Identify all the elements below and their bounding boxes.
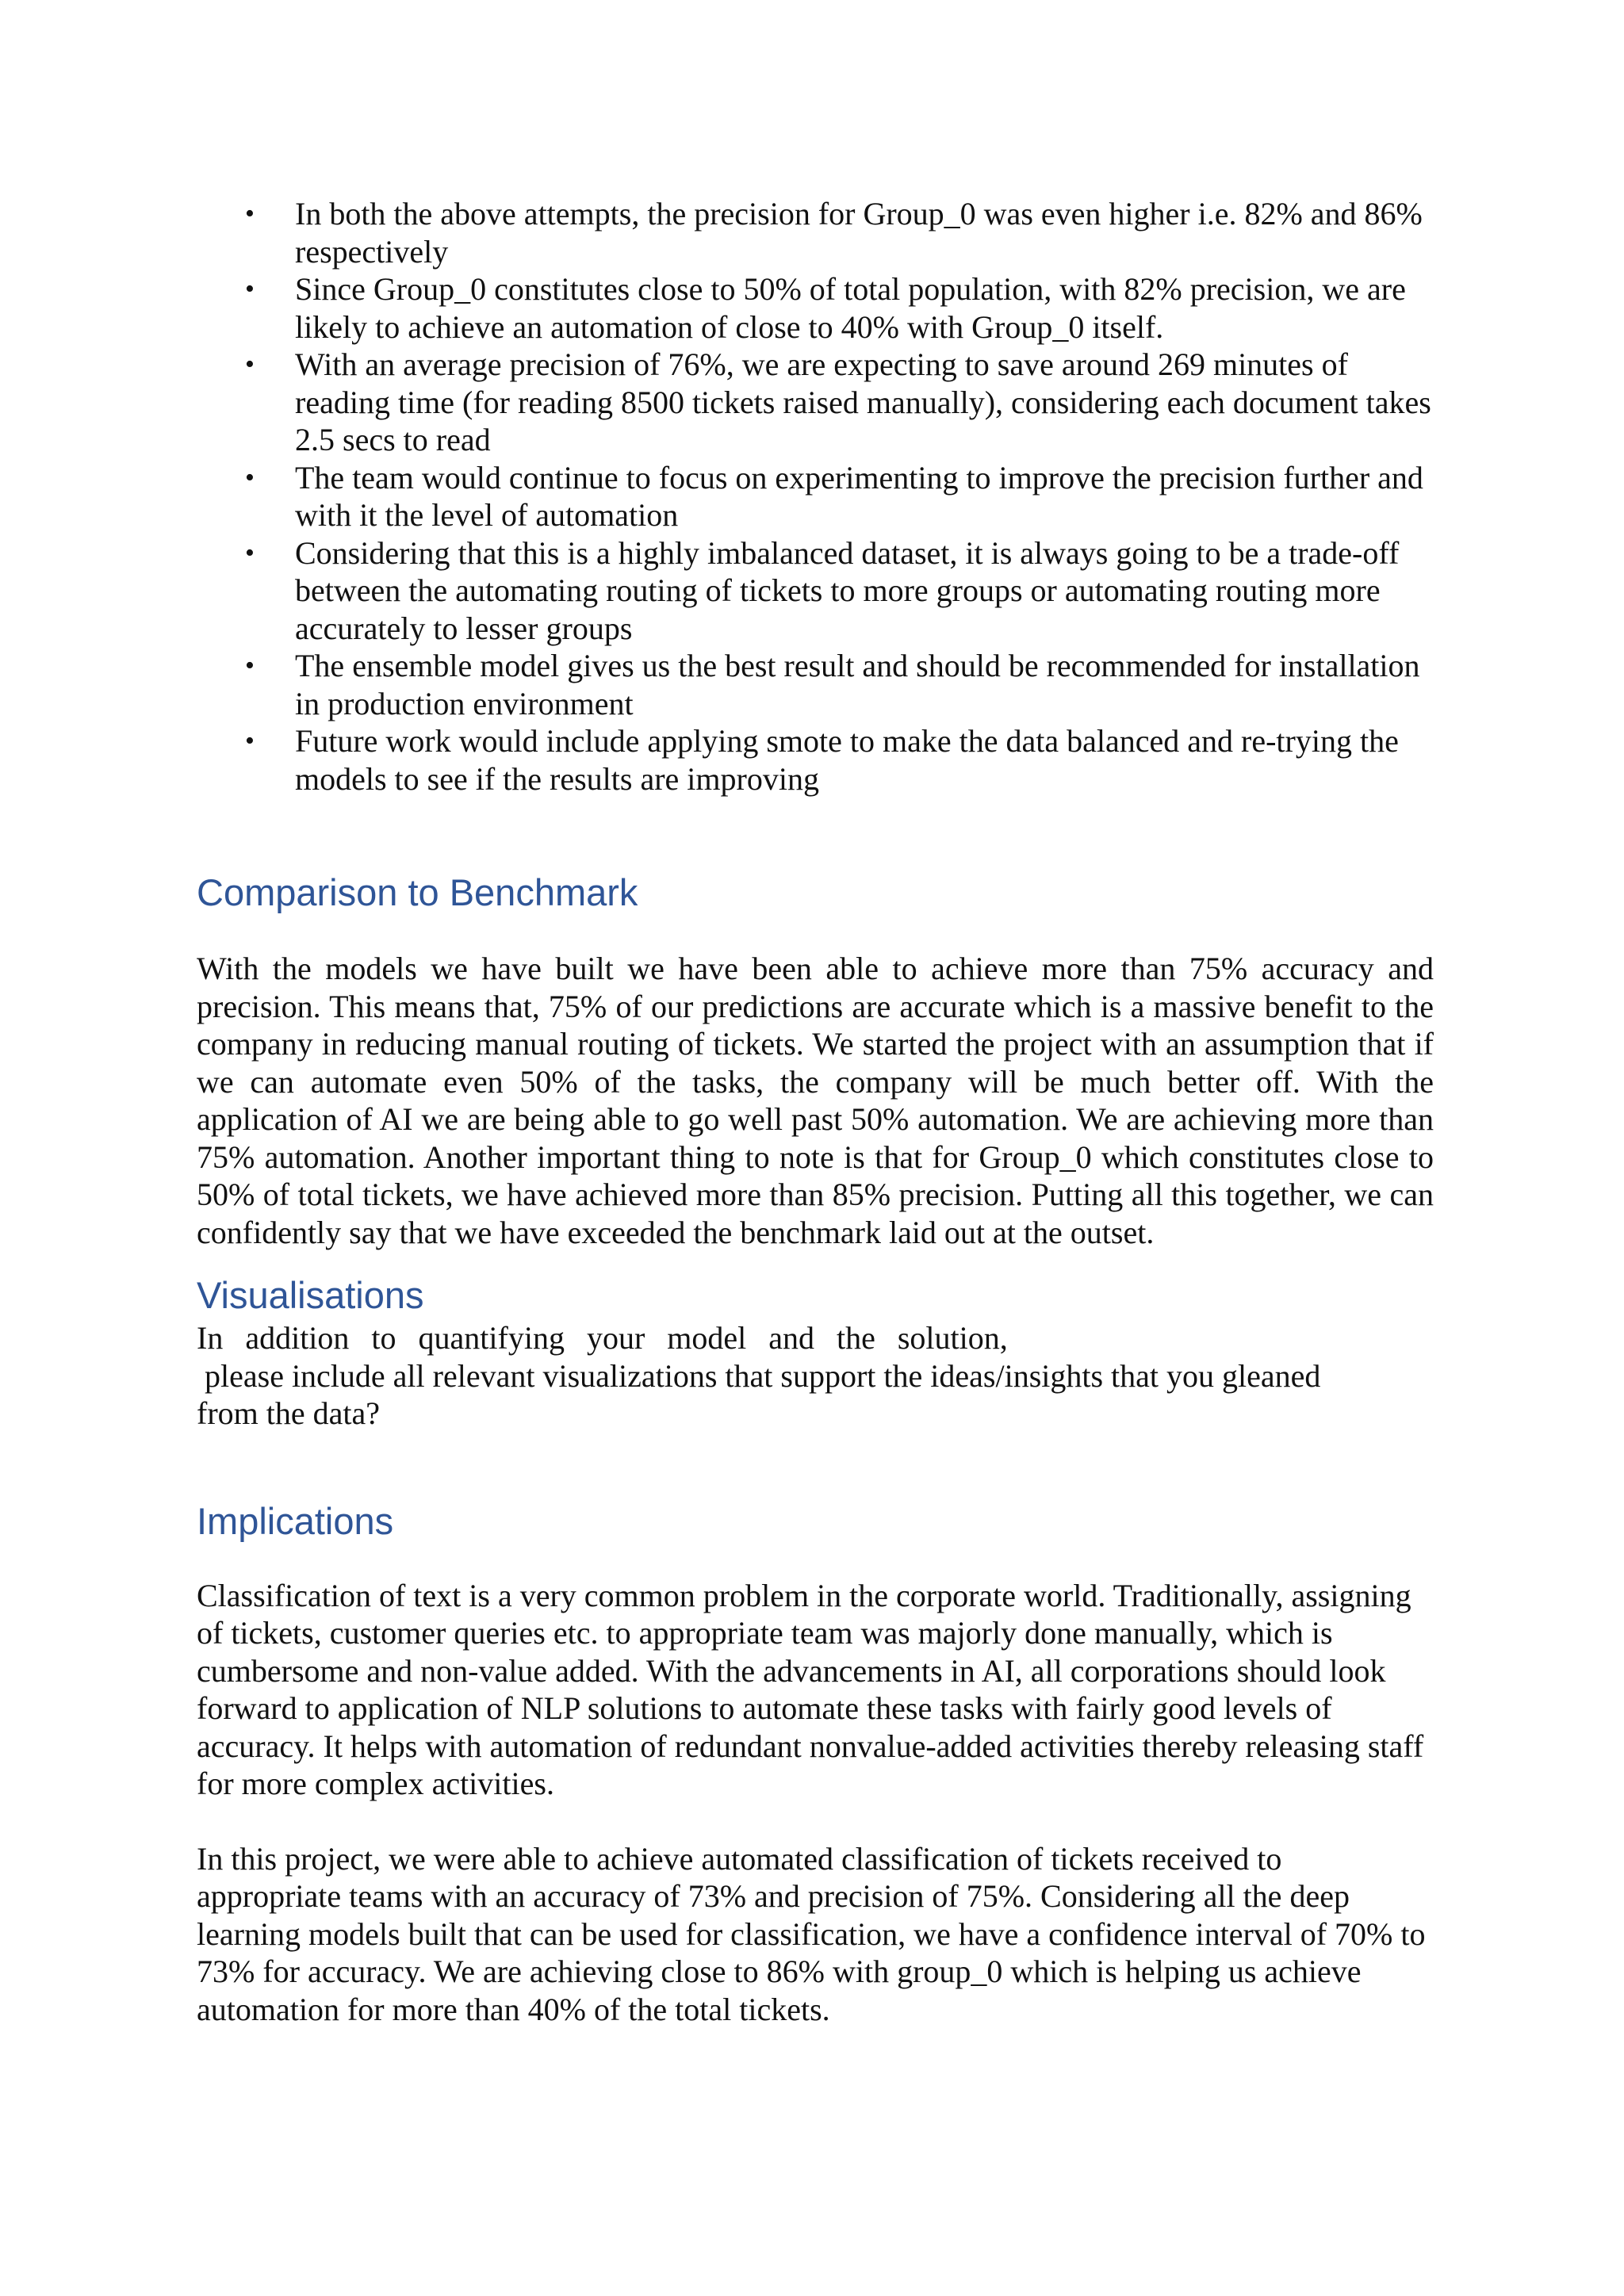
bullet-item (245, 270, 1434, 346)
bullet-dot: • (245, 199, 255, 228)
visualisations-line-1: In addition to quantifying your model and the solution, (197, 1320, 1008, 1356)
bullet-text: Future work would include applying smote to make the data balanced and re-trying the models to see if the results are improving (295, 723, 1399, 797)
implications-paragraph-2: In this project, we were able to achieve automated classification of tickets received to appropriate teams with an accuracy of 73% and precision of 75%. Considering all the deep learning models built that can be used for classification, we have a confidence interval of 70% to 73% for accuracy. We are achieving close to 86% with group_0 which is helping us achieve automation for more than 40% of the total tickets. (197, 1840, 1426, 2027)
implications-paragraph-1: Classification of text is a very common problem in the corporate world. Traditionally, assigning of tickets, customer queries etc. to appropriate team was majorly done manually, which is cumbersome and non-value added. With the advancements in AI, all corporations should look forward to application of NLP solutions to automate these tasks with fairly good levels of accuracy. It helps with automation of redundant nonvalue-added activities thereby releasing staff for more complex activities. (197, 1577, 1424, 1801)
bullet-dot: • (245, 462, 255, 492)
page-content (197, 195, 1434, 2028)
bullet-text: In both the above attempts, the precision for Group_0 was even higher i.e. 82% and 86% respectively (295, 196, 1423, 270)
visualisations-line-2 (197, 1357, 1434, 1395)
bullet-dot: • (245, 651, 255, 680)
bullet-dot: • (245, 350, 255, 379)
bullet-dot: • (245, 726, 255, 756)
implications-heading: Implications (197, 1499, 394, 1542)
bullet-text: The ensemble model gives us the best result and should be recommended for installation in production environment (295, 648, 1420, 721)
bullet-text: With an average precision of 76%, we are expecting to save around 269 minutes of reading time (for reading 8500 tickets raised manually), considering each document takes 2.5 secs to read (295, 346, 1431, 457)
bullet-item (245, 722, 1434, 798)
bullet-item (245, 459, 1434, 534)
bullet-text: Considering that this is a highly imbalanced dataset, it is always going to be a trade-off between the automating routing of tickets to more groups or automating routing more accurately to lesser groups (295, 534, 1400, 646)
visualisations-line-2-text: please include all relevant visualizations that support the ideas/insights that you gleaned (205, 1357, 1321, 1394)
visualisations-line-3: from the data? (197, 1395, 380, 1431)
bullet-dot: • (245, 274, 255, 304)
bullet-item (245, 534, 1434, 648)
bullet-text: The team would continue to focus on experimenting to improve the precision further and with it the level of automation (295, 459, 1423, 533)
visualisations-heading: Visualisations (197, 1274, 424, 1316)
bullet-item (245, 647, 1434, 722)
findings-bullet-list (197, 195, 1434, 798)
bullet-text: Since Group_0 constitutes close to 50% of total population, with 82% precision, we are likely to achieve an automation of close to 40% with Group_0 itself. (295, 271, 1406, 345)
comparison-paragraph: With the models we have built we have been able to achieve more than 75% accuracy and precision. This means that, 75% of our predictions are accurate which is a massive benefit to the company in reducing manual routing of tickets. We started the project with an assumption that if we can automate even 50% of the tasks, the company will be much better off. With the application of AI we are being able to go well past 50% automation. We are achieving more than 75% automation. Another important thing to note is that for Group_0 which constitutes close to 50% of total tickets, we have achieved more than 85% precision. Putting all this together, we can confidently say that we have exceeded the benchmark laid out at the outset. (197, 951, 1434, 1250)
bullet-dot: • (245, 538, 255, 568)
bullet-item (245, 346, 1434, 459)
comparison-heading: Comparison to Benchmark (197, 871, 638, 913)
bullet-item (245, 195, 1434, 270)
